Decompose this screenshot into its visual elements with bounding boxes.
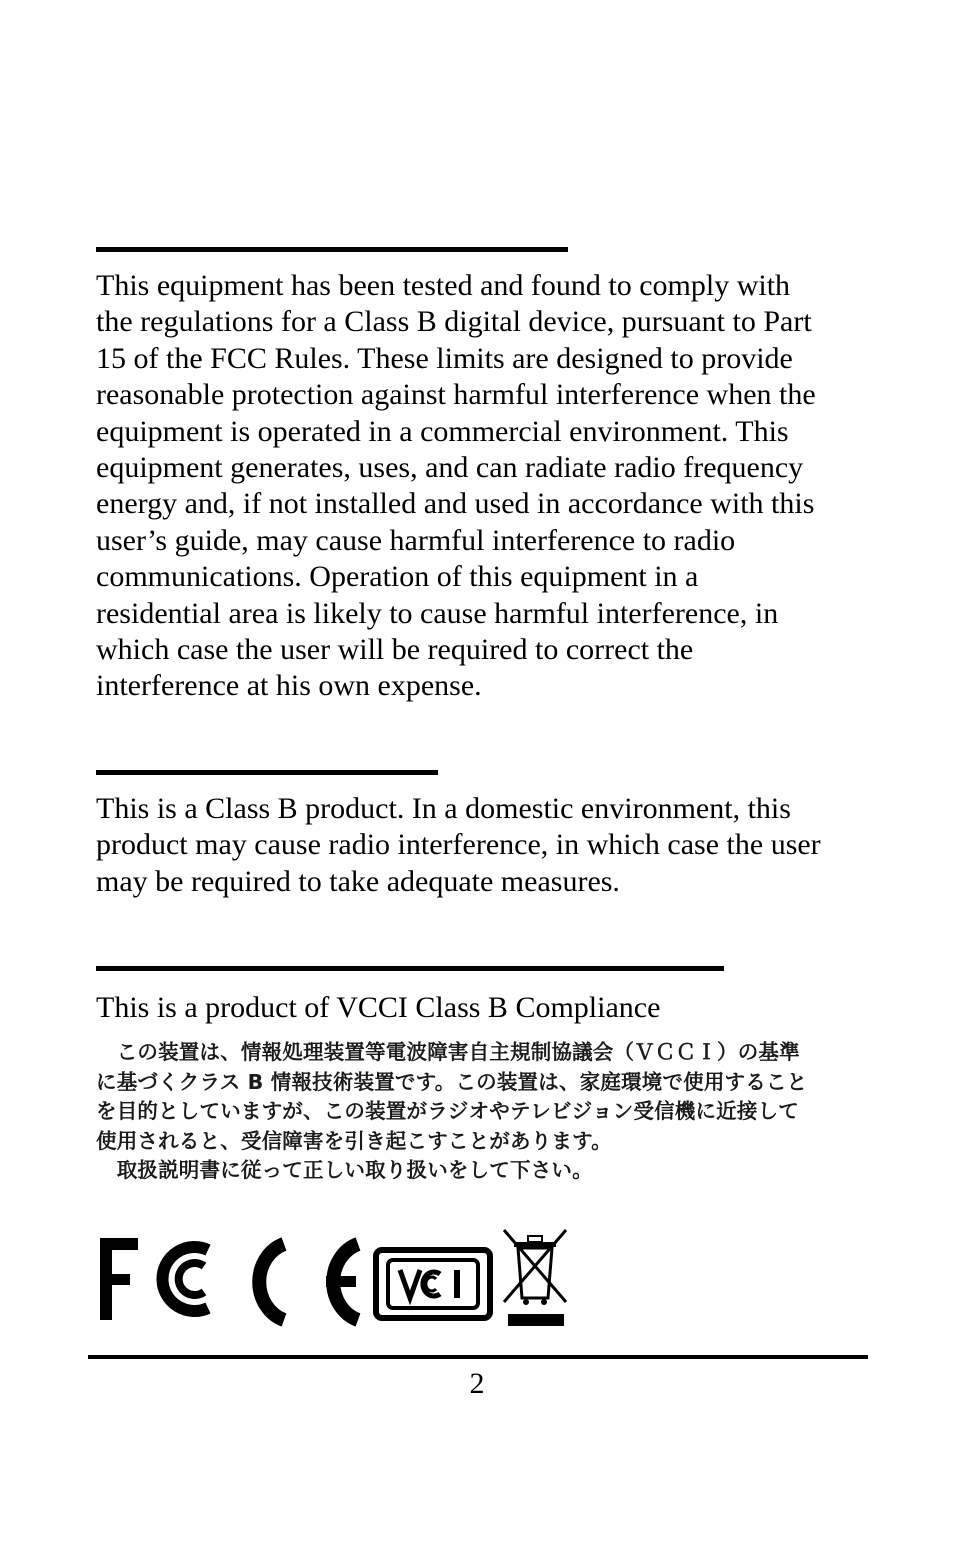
footer-rule xyxy=(88,1355,868,1359)
fcc-heading-rule xyxy=(96,247,568,252)
vcci-japanese-notice: この装置は、情報処理装置等電波障害自主規制協議会（ＶＣＣＩ）の基準 に基づくクラス B 情報技術装置です。この装置は、家庭環境で使用すること を目的としていますが、この装置がラジオやテレビジョン受信機に近接して 使用されると、受信障害を引き起こすことがあります。 取扱説明書に従って正しい取り扱いをして下さい。 xyxy=(96,1040,808,1183)
fcc-statement: This equipment has been tested and found to comply with the regulations for a Class B digital device, pursuant to Part 15 of the FCC Rules. These limits are designed to provide reasonable protection against harmful interference when the equipment is operated in a commercial environment. This equipment generates, uses, and can radiate radio frequency energy and, if not installed and used in accordance with this user’s guide, may cause harmful interference to radio communications. Operation of this equipment in a residential area is likely to cause harmful interference, in which case the user will be required to correct the interference at his own expense. xyxy=(96,269,816,703)
certification-logos xyxy=(96,1222,576,1332)
fcc-logo-icon xyxy=(100,1238,208,1320)
ce-heading-rule xyxy=(96,770,438,775)
ce-mark-icon xyxy=(259,1244,358,1320)
vcci-heading-rule xyxy=(96,966,724,971)
ce-statement: This is a Class B product. In a domestic environment, this product may cause radio interference, in which case the user may be required to take adequate measures. xyxy=(96,792,821,898)
page-number: 2 xyxy=(469,1367,485,1400)
vcci-statement: This is a product of VCCI Class B Compliance xyxy=(96,991,661,1024)
weee-crossed-bin-icon xyxy=(504,1230,566,1326)
vcci-logo-icon xyxy=(376,1250,490,1318)
